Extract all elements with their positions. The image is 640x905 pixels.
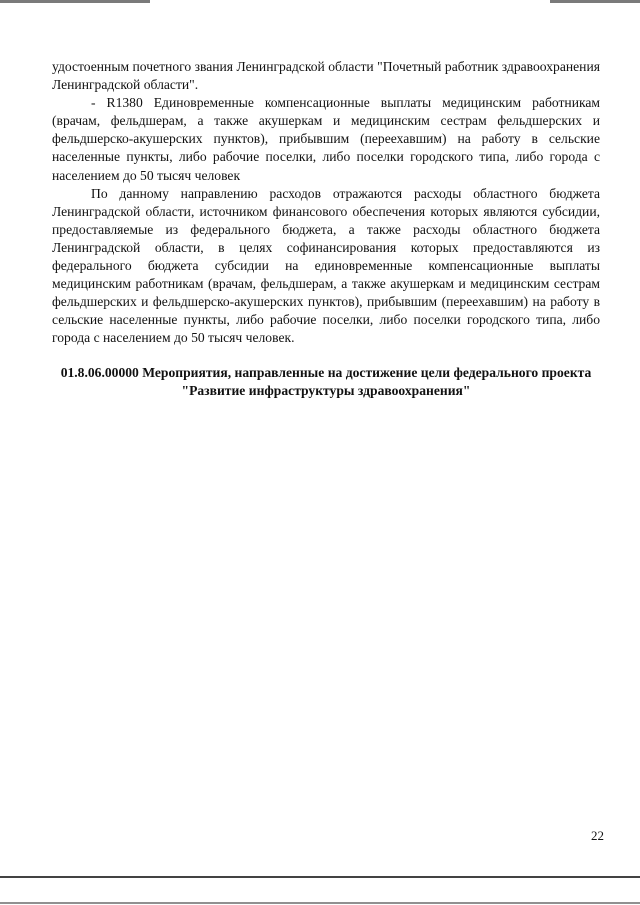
paragraph-continuation: удостоенным почетного звания Ленинградской области "Почетный работник здравоохранения Ленинградской области".: [52, 59, 600, 93]
scan-edge-line-bottom-edge: [0, 902, 640, 904]
section-heading: 01.8.06.00000 Мероприятия, направленные на достижение цели федерального проекта "Развитие инфраструктуры здравоохранения": [60, 364, 592, 398]
page-number: 22: [591, 828, 604, 843]
scan-edge-line-bottom: [0, 876, 640, 878]
document-page: [52, 58, 600, 400]
scan-edge-mark-top-right: [550, 0, 640, 3]
scan-edge-mark-top-left: [0, 0, 150, 3]
paragraph-r1380-item: - R1380 Единовременные компенсационные выплаты медицинским работникам (врачам, фельдшерам, а также акушеркам и медицинским сестрам фельдшерских и фельдшерско-акушерских пунктов), прибывшим (переехавшим) на работу в сельские населенные пункты, либо рабочие поселки, либо поселки городского типа, либо города с населением до 50 тысяч человек: [52, 95, 600, 183]
paragraph-expenses-description: По данному направлению расходов отражаются расходы областного бюджета Ленинградской области, источником финансового обеспечения которых являются субсидии, предоставляемые из федерального бюджета, а также расходы областного бюджета Ленинградской области, в целях софинансирования которых предоставляются из федерального бюджета субсидии на единовременные компенсационные выплаты медицинским работникам (врачам, фельдшерам, а также акушеркам и медицинским сестрам фельдшерских и фельдшерско-акушерских пунктов), прибывшим (переехавшим) на работу в сельские населенные пункты, либо рабочие поселки, либо поселки городского типа, либо города с населением до 50 тысяч человек.: [52, 185, 600, 346]
